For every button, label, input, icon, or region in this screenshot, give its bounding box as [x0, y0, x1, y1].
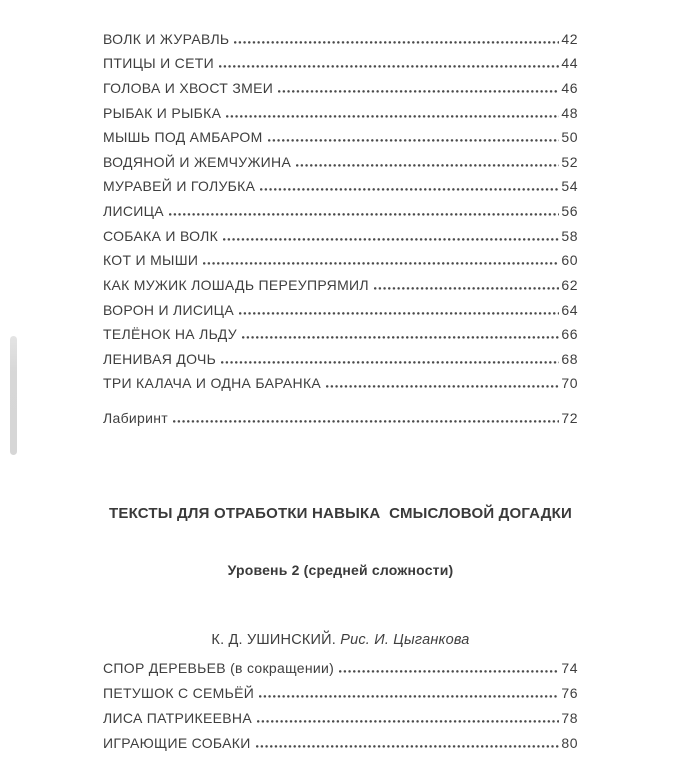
- toc-entry-page: 80: [561, 735, 578, 752]
- dots-leader: [256, 745, 560, 748]
- toc-entry: [103, 31, 578, 56]
- toc-entry: [103, 326, 578, 351]
- dots-leader: [278, 90, 559, 93]
- illustrator-credit: Рис. И. Цыганкова: [340, 631, 470, 648]
- author-line: [103, 631, 578, 650]
- toc-entry-title: ПТИЦЫ И СЕТИ: [103, 55, 214, 72]
- dots-leader: [223, 238, 559, 241]
- dots-leader: [203, 262, 559, 265]
- toc-entry-title: ВОЛК И ЖУРАВЛЬ: [103, 30, 230, 47]
- dots-leader: [221, 361, 559, 364]
- section-header: [103, 467, 578, 617]
- dots-leader: [339, 670, 559, 673]
- toc-entry-page: 52: [561, 153, 578, 170]
- author-name: К. Д. УШИНСКИЙ.: [211, 631, 341, 648]
- toc-content: [103, 0, 578, 760]
- dots-leader: [257, 720, 559, 723]
- toc-entry: [103, 105, 578, 130]
- toc-entry-title: СОБАКА И ВОЛК: [103, 227, 219, 244]
- toc-entry-title: ВОРОН И ЛИСИЦА: [103, 301, 234, 318]
- toc-entry: [103, 735, 578, 760]
- dots-leader: [226, 115, 559, 118]
- toc-entry-title: ИГРАЮЩИЕ СОБАКИ: [103, 735, 251, 752]
- toc-entry: [103, 55, 578, 80]
- table-of-contents-section-2: [103, 660, 578, 760]
- toc-entry-title: ПЕТУШОК С СЕМЬЁЙ: [103, 685, 255, 702]
- toc-entry-title: ЛИСИЦА: [103, 203, 164, 220]
- dots-leader: [219, 65, 559, 68]
- toc-entry-labyrinth: [103, 410, 578, 435]
- toc-entry-page: 72: [561, 410, 578, 427]
- toc-entry-title: РЫБАК И РЫБКА: [103, 104, 222, 121]
- dots-leader: [260, 188, 559, 191]
- toc-entry: [103, 375, 578, 400]
- toc-entry: [103, 660, 578, 685]
- toc-entry-title: СПОР ДЕРЕВЬЕВ (в сокращении): [103, 660, 335, 677]
- toc-entry-title: ТЕЛЁНОК НА ЛЬДУ: [103, 326, 237, 343]
- dots-leader: [239, 312, 559, 315]
- toc-entry-title: Лабиринт: [103, 410, 168, 427]
- toc-entry: [103, 302, 578, 327]
- dots-leader: [242, 336, 560, 339]
- dots-leader: [268, 139, 560, 142]
- toc-entry-page: 78: [561, 710, 578, 727]
- toc-entry: [103, 178, 578, 203]
- toc-entry-page: 76: [561, 685, 578, 702]
- toc-entry: [103, 228, 578, 253]
- dots-leader: [234, 41, 559, 44]
- toc-entry: [103, 710, 578, 735]
- toc-entry-title: МУРАВЕЙ И ГОЛУБКА: [103, 178, 256, 195]
- toc-entry-title: КОТ И МЫШИ: [103, 252, 199, 269]
- dots-leader: [326, 385, 559, 388]
- toc-entry-page: 48: [561, 104, 578, 121]
- toc-entry-page: 70: [561, 375, 578, 392]
- dots-leader: [173, 420, 559, 423]
- section-header-title: ТЕКСТЫ ДЛЯ ОТРАБОТКИ НАВЫКА СМЫСЛОВОЙ ДОГАДКИ: [109, 504, 572, 522]
- toc-entry: [103, 80, 578, 105]
- toc-entry-title: ЛИСА ПАТРИКЕЕВНА: [103, 710, 252, 727]
- toc-entry-page: 46: [561, 79, 578, 96]
- table-of-contents-section-1: [103, 31, 578, 400]
- dots-leader: [296, 164, 559, 167]
- toc-entry: [103, 277, 578, 302]
- toc-entry: [103, 685, 578, 710]
- toc-entry: [103, 351, 578, 376]
- toc-entry-page: 68: [561, 350, 578, 367]
- toc-entry-title: ГОЛОВА И ХВОСТ ЗМЕИ: [103, 79, 274, 96]
- toc-entry-title: КАК МУЖИК ЛОШАДЬ ПЕРЕУПРЯМИЛ: [103, 276, 369, 293]
- section-header-subtitle: Уровень 2 (средней сложности): [227, 561, 454, 578]
- toc-entry-page: 54: [561, 178, 578, 195]
- toc-entry-title: ВОДЯНОЙ И ЖЕМЧУЖИНА: [103, 153, 292, 170]
- toc-entry-page: 42: [561, 30, 578, 47]
- toc-entry: [103, 252, 578, 277]
- toc-entry-title: ЛЕНИВАЯ ДОЧЬ: [103, 350, 217, 367]
- toc-entry: [103, 203, 578, 228]
- dots-leader: [169, 213, 560, 216]
- toc-entry-page: 64: [561, 301, 578, 318]
- toc-entry-page: 62: [561, 276, 578, 293]
- dots-leader: [374, 287, 560, 290]
- page-edge-artifact: [10, 336, 17, 455]
- dots-leader: [259, 695, 559, 698]
- toc-entry-page: 50: [561, 129, 578, 146]
- toc-entry-title: МЫШЬ ПОД АМБАРОМ: [103, 129, 263, 146]
- toc-entry-page: 56: [561, 203, 578, 220]
- toc-entry-title: ТРИ КАЛАЧА И ОДНА БАРАНКА: [103, 375, 322, 392]
- toc-entry-page: 74: [561, 660, 578, 677]
- toc-entry-page: 44: [561, 55, 578, 72]
- toc-entry-page: 58: [561, 227, 578, 244]
- toc-entry: [103, 154, 578, 179]
- toc-entry: [103, 129, 578, 154]
- toc-entry-page: 66: [561, 326, 578, 343]
- toc-entry-page: 60: [561, 252, 578, 269]
